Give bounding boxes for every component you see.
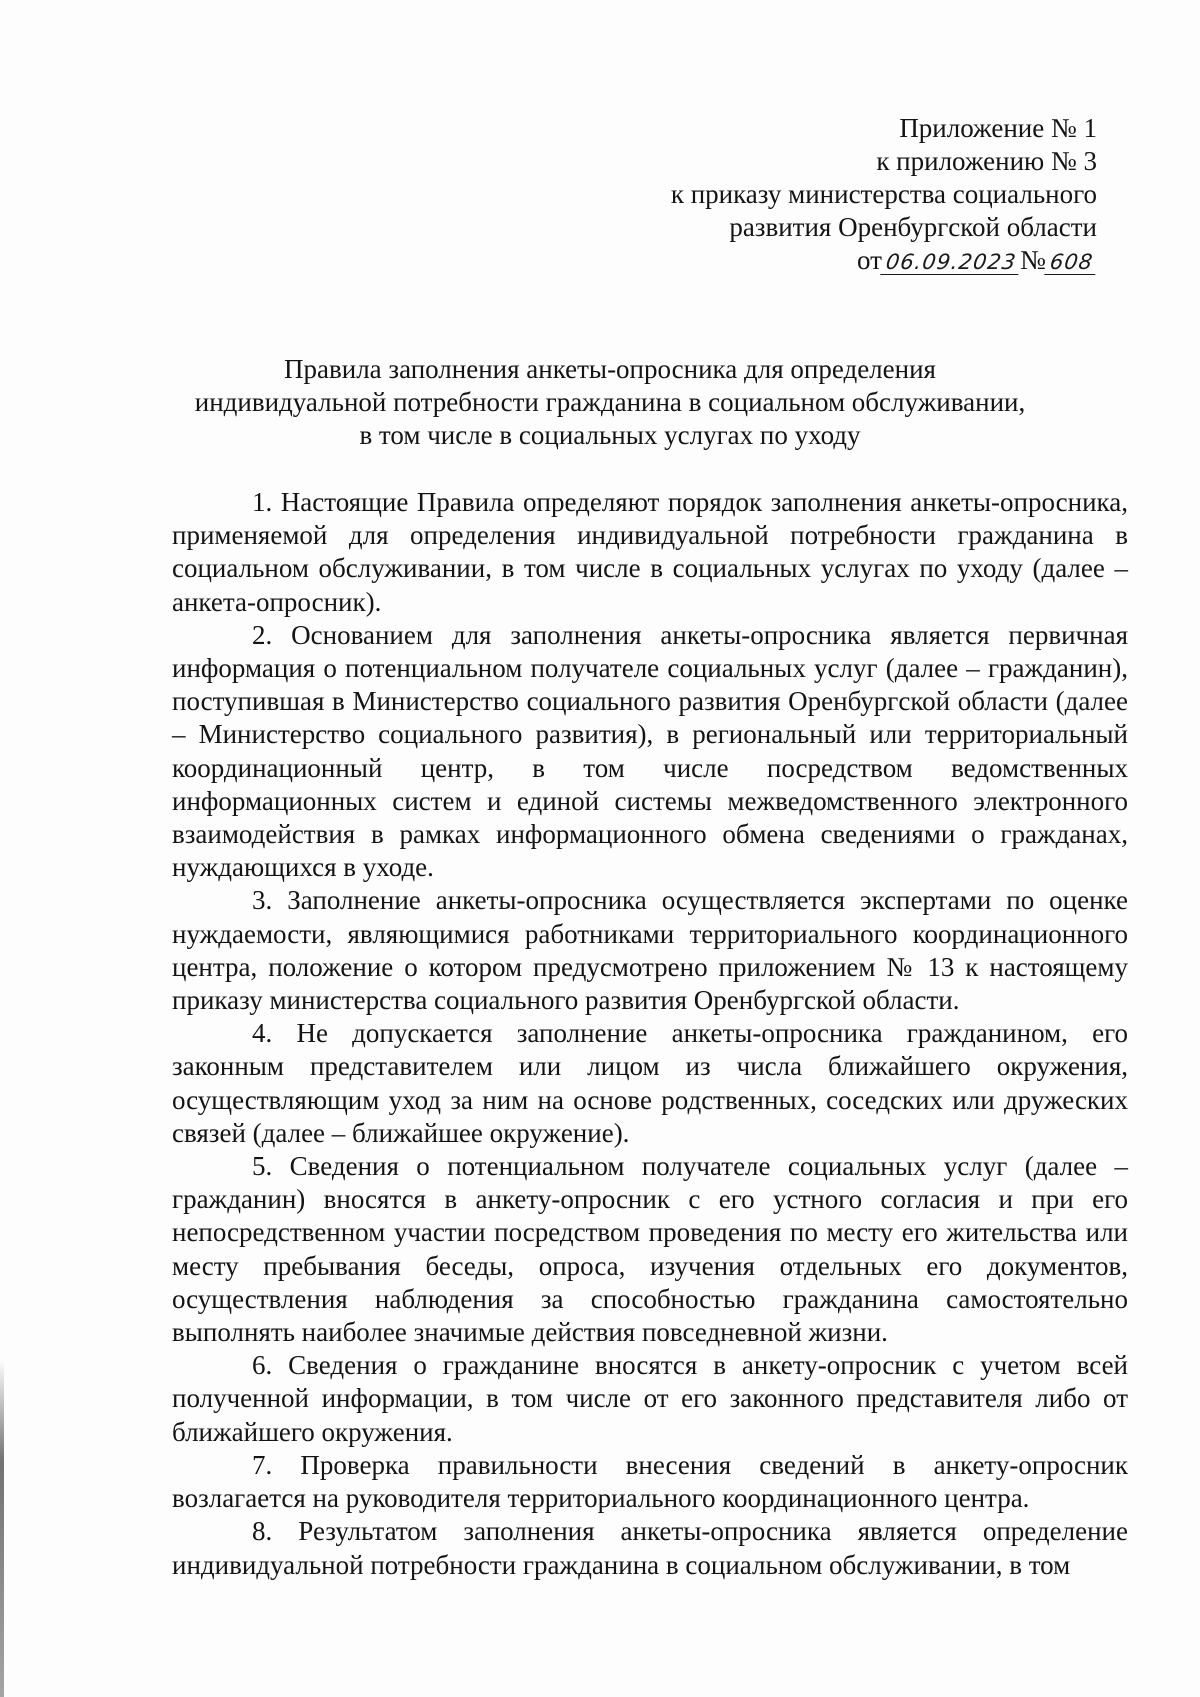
title-line-1: Правила заполнения анкеты-опросника для определения <box>284 354 936 384</box>
paragraph-3: 3. Заполнение анкеты-опросника осуществляется экспертами по оценке нуждаемости, являющимися работниками территориального координационного центра, положение о котором предусмотрено приложением № 13 к настоящему приказу министерства социального развития Оренбургской области. <box>172 885 1128 1016</box>
paragraph-1: 1. Настоящие Правила определяют порядок заполнения анкеты-опросника, применяемой для определения индивидуальной потребности гражданина в социальном обслуживании, в том числе в социальных услугах по уходу (далее – анкета-опросник). <box>172 487 1128 617</box>
paragraph-5: 5. Сведения о потенциальном получателе социальных услуг (далее – гражданин) вносятся в анкету-опросник с его устного согласия и при его непосредственном участии посредством проведения по месту его жительства или месту пребывания беседы, опроса, изучения отдельных его документов, осуществления наблюдения за способностью гражданина самостоятельно выполнять наиболее значимые действия повседневной жизни. <box>172 1151 1128 1348</box>
appendix-reference: к приложению № 3 <box>876 146 1097 176</box>
handwritten-order-number: 608 <box>1044 250 1099 275</box>
appendix-header <box>671 112 1097 277</box>
number-prefix: № <box>1020 245 1046 275</box>
order-date-line <box>671 244 1097 277</box>
document-body <box>172 486 1128 1582</box>
paragraph-4: 4. Не допускается заполнение анкеты-опросника гражданином, его законным представителем или лицом из числа ближайшего окружения, осуществляющим уход за ним на основе родственных, соседских или дружеских связей (далее – ближайшее окружение). <box>172 1018 1128 1148</box>
paragraph-6: 6. Сведения о гражданине вносятся в анкету-опросник с учетом всей полученной информации, в том числе от его законного представителя либо от ближайшего окружения. <box>172 1350 1128 1447</box>
order-reference: к приказу министерства социального <box>670 179 1097 209</box>
paragraph-7: 7. Проверка правильности внесения сведений в анкету-опросник возлагается на руководителя территориального координационного центра. <box>172 1449 1128 1514</box>
appendix-number: Приложение № 1 <box>899 113 1097 143</box>
paragraph-2: 2. Основанием для заполнения анкеты-опросника является первичная информация о потенциальном получателе социальных услуг (далее – гражданин), поступившая в Министерство социального развития Оренбургской области (далее – Министерство социального развития), в региональный или территориальный координационный центр, в том числе посредством ведомственных информационных систем и единой системы межведомственного электронного взаимодействия в рамках информационного обмена сведениями о гражданах, нуждающихся в уходе. <box>172 619 1128 883</box>
handwritten-date: 06.09.2023 <box>880 250 1022 275</box>
title-line-2: индивидуальной потребности гражданина в социальном обслуживании, <box>194 387 1026 417</box>
date-prefix: от <box>856 245 882 275</box>
document-title <box>160 353 1060 452</box>
title-line-3: в том числе в социальных услугах по уходу <box>359 420 861 450</box>
scan-edge-shadow <box>0 1360 4 1697</box>
paragraph-8: 8. Результатом заполнения анкеты-опросника является определение индивидуальной потребности гражданина в социальном обслуживании, в том <box>172 1516 1128 1580</box>
ministry-name: развития Оренбургской области <box>729 212 1097 242</box>
